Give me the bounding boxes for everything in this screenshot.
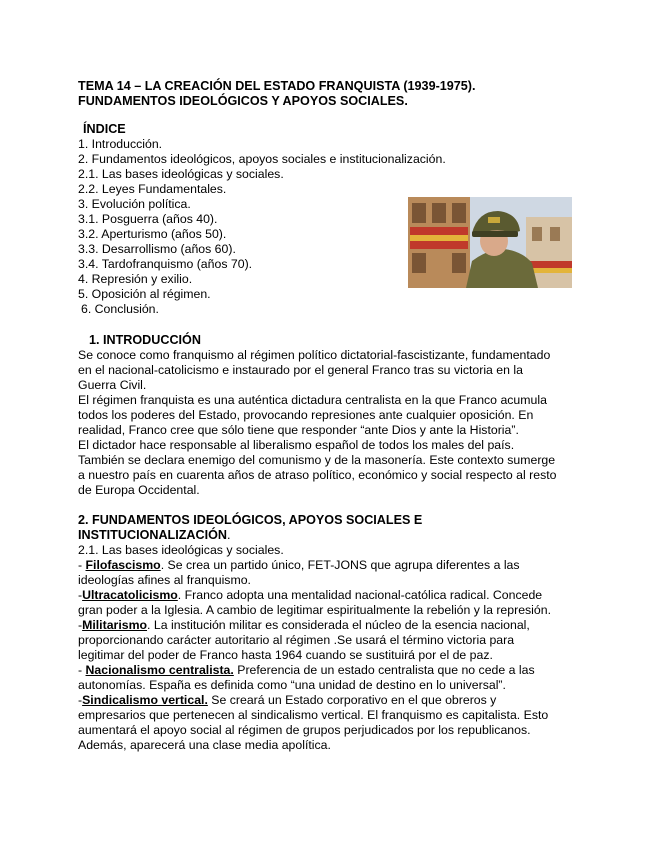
- title-line-1: TEMA 14 – LA CREACIÓN DEL ESTADO FRANQUISTA (1939-1975).: [78, 79, 476, 93]
- bullet-dash: -: [78, 618, 83, 632]
- intro-line: También se declara enemigo del comunismo y de la masonería. Este contexto sumerge: [78, 453, 556, 467]
- intro-line: en el nacional-catolicismo e instaurado por el general Franco tras su victoria en la: [78, 363, 523, 377]
- section2-heading-line-2: [78, 528, 422, 543]
- toc-heading: ÍNDICE: [83, 122, 126, 136]
- militarismo-line-2: proporcionando carácter autoritario al régimen .Se usará el término victoria para: [78, 633, 515, 647]
- sindicalismo-line-2: empresarios que pertenecen al sindicalismo vertical. El franquismo es capitalista. Esto: [78, 708, 549, 722]
- toc-item: 3.4. Tardofranquismo (años 70).: [78, 257, 253, 271]
- toc-item: 4. Represión y exilio.: [78, 272, 193, 286]
- document-title: [78, 79, 618, 109]
- sindicalismo-line-4: Además, aparecerá una clase media apolítica.: [78, 738, 331, 752]
- toc-item: 1. Introducción.: [78, 137, 163, 151]
- term-sindicalismo-vertical: Sindicalismo vertical.: [82, 693, 208, 707]
- filofascismo-line-1: [78, 558, 588, 573]
- intro-line: de Europa Occidental.: [78, 483, 200, 497]
- intro-heading: 1. INTRODUCCIÓN: [89, 333, 201, 347]
- sindicalismo-text: Se creará un Estado corporativo en el que obreros y: [207, 693, 497, 707]
- intro-line: El dictador hace responsable al liberalismo español de todos los males del país.: [78, 438, 515, 452]
- ultracatolicismo-line-1: [78, 588, 588, 603]
- toc-item: 2. Fundamentos ideológicos, apoyos sociales e institucionalización.: [78, 152, 446, 166]
- title-line-2: FUNDAMENTOS IDEOLÓGICOS Y APOYOS SOCIALES.: [78, 94, 408, 108]
- toc-item: 3.2. Aperturismo (años 50).: [78, 227, 227, 241]
- intro-line: Guerra Civil.: [78, 378, 147, 392]
- militarismo-line-1: [78, 618, 588, 633]
- franco-photo-illustration: [408, 197, 572, 288]
- intro-line: a nuestro país en cuarenta años de atraso político, económico y social respecto al resto: [78, 468, 557, 482]
- section2-heading-text: INSTITUCIONALIZACIÓN: [78, 528, 228, 542]
- bullet-dash: -: [78, 693, 83, 707]
- term-nacionalismo-centralista: Nacionalismo centralista.: [85, 663, 234, 677]
- intro-line: todos los poderes del Estado, provocando represiones ante cualquier oposición. En: [78, 408, 534, 422]
- filofascismo-line-2: ideologías afines al franquismo.: [78, 573, 251, 587]
- toc-item: 6. Conclusión.: [81, 302, 159, 316]
- militarismo-text: . La institución militar es considerada el núcleo de la esencia nacional,: [147, 618, 530, 632]
- toc-item: 5. Oposición al régimen.: [78, 287, 211, 301]
- section2-heading: [78, 513, 422, 543]
- bullet-dash: -: [78, 588, 83, 602]
- sindicalismo-line-1: [78, 693, 588, 708]
- nacionalismo-text: Preferencia de un estado centralista que no cede a las: [233, 663, 535, 677]
- ultracatolicismo-line-2: gran poder a la Iglesia. A cambio de legitimar espiritualmente la rebelión y la represión.: [78, 603, 552, 617]
- intro-body: [78, 348, 588, 498]
- bullet-dash: -: [78, 663, 86, 677]
- section2-heading-period: .: [227, 528, 231, 542]
- term-filofascismo: Filofascismo: [85, 558, 161, 572]
- toc-item: 2.1. Las bases ideológicas y sociales.: [78, 167, 284, 181]
- intro-line: realidad, Franco cree que sólo tiene que responder “ante Dios y ante la Historia”.: [78, 423, 519, 437]
- toc-item: 3.1. Posguerra (años 40).: [78, 212, 218, 226]
- section2-heading-line-1: 2. FUNDAMENTOS IDEOLÓGICOS, APOYOS SOCIALES E: [78, 513, 423, 527]
- toc-item: 3.3. Desarrollismo (años 60).: [78, 242, 236, 256]
- intro-line: Se conoce como franquismo al régimen político dictatorial-fascistizante, fundamentado: [78, 348, 551, 362]
- nacionalismo-line-2: autonomías. España es definida como “una unidad de destino en lo universal”.: [78, 678, 506, 692]
- sindicalismo-line-3: aumentará el apoyo social al régimen de grupos perjudicados por los republicanos.: [78, 723, 531, 737]
- toc-item: 2.2. Leyes Fundamentales.: [78, 182, 227, 196]
- section2-body: [78, 543, 588, 753]
- militarismo-line-3: legitimar del poder de Franco hasta 1964 cuando se sustituirá por el de paz.: [78, 648, 493, 662]
- term-militarismo: Militarismo: [82, 618, 148, 632]
- ultracatolicismo-text: . Franco adopta una mentalidad nacional-católica radical. Concede: [177, 588, 543, 602]
- toc-item: 3. Evolución política.: [78, 197, 191, 211]
- table-of-contents: [78, 137, 446, 317]
- franco-photo: [408, 197, 572, 288]
- section2-subheading: 2.1. Las bases ideológicas y sociales.: [78, 543, 284, 557]
- intro-line: El régimen franquista es una auténtica dictadura centralista en la que Franco acumula: [78, 393, 547, 407]
- filofascismo-text: . Se crea un partido único, FET-JONS que agrupa diferentes a las: [160, 558, 520, 572]
- term-ultracatolicismo: Ultracatolicismo: [82, 588, 178, 602]
- nacionalismo-line-1: [78, 663, 588, 678]
- bullet-dash: -: [78, 558, 86, 572]
